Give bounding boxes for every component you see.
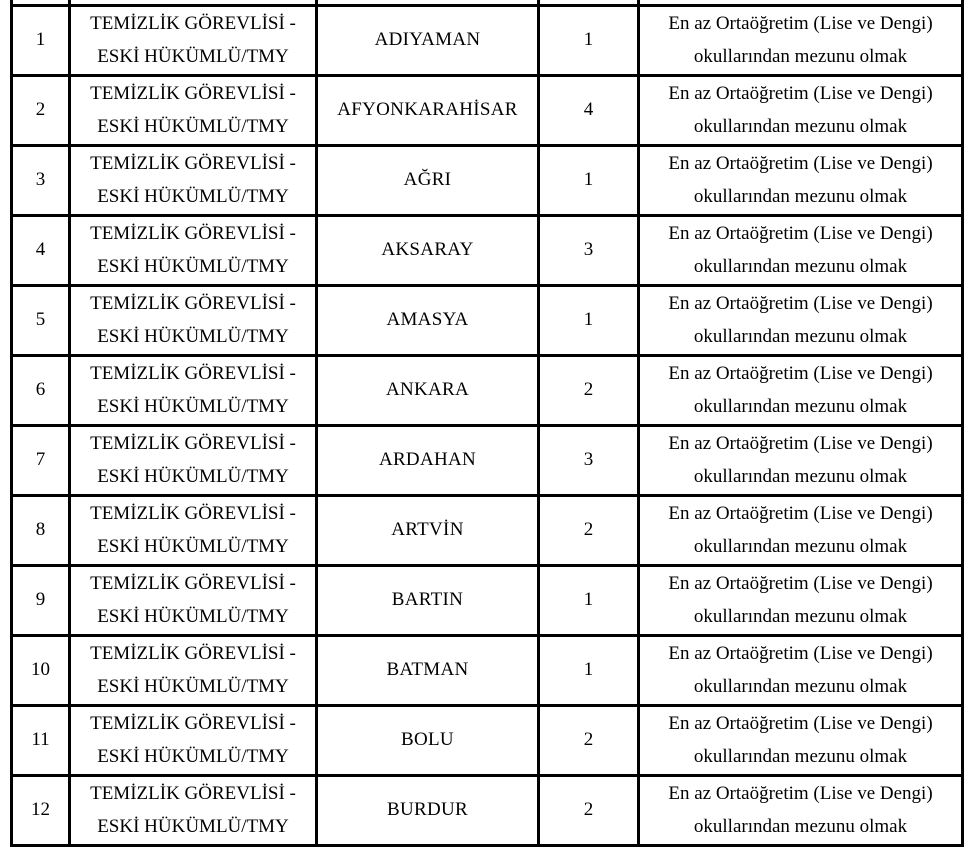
count-cell: 1 bbox=[539, 635, 639, 705]
count-cell: 2 bbox=[539, 775, 639, 845]
city-cell: ARTVİN bbox=[317, 495, 539, 565]
row-number-cell: 7 bbox=[12, 425, 70, 495]
position-line-1: TEMİZLİK GÖREVLİSİ - bbox=[90, 153, 296, 174]
requirement-cell bbox=[639, 145, 963, 215]
document-table-body bbox=[12, 0, 963, 845]
count-cell: 1 bbox=[539, 285, 639, 355]
requirement-line-2: okullarından mezunu olmak bbox=[693, 186, 908, 207]
position-line-2: ESKİ HÜKÜMLÜ/TMY bbox=[97, 536, 289, 557]
city-cell: ARDAHAN bbox=[317, 425, 539, 495]
requirement-line-2: okullarından mezunu olmak bbox=[693, 816, 908, 837]
count-cell: 2 bbox=[539, 495, 639, 565]
table-row bbox=[12, 75, 963, 145]
position-cell bbox=[70, 75, 317, 145]
requirement-line-2: okullarından mezunu olmak bbox=[693, 256, 908, 277]
row-number-cell: 12 bbox=[12, 775, 70, 845]
city-cell: BATMAN bbox=[317, 635, 539, 705]
count-cell: 3 bbox=[539, 425, 639, 495]
requirement-line-1: En az Ortaöğretim (Lise ve Dengi) bbox=[668, 13, 933, 34]
position-line-1: TEMİZLİK GÖREVLİSİ - bbox=[90, 713, 296, 734]
table-row bbox=[12, 635, 963, 705]
position-line-1: TEMİZLİK GÖREVLİSİ - bbox=[90, 643, 296, 664]
requirement-line-2: okullarından mezunu olmak bbox=[693, 326, 908, 347]
count-cell: 4 bbox=[539, 75, 639, 145]
requirement-cell bbox=[639, 5, 963, 75]
row-number-cell: 4 bbox=[12, 215, 70, 285]
table-row bbox=[12, 5, 963, 75]
table-row bbox=[12, 355, 963, 425]
row-number-cell: 8 bbox=[12, 495, 70, 565]
position-line-2: ESKİ HÜKÜMLÜ/TMY bbox=[97, 326, 289, 347]
city-cell: AFYONKARAHİSAR bbox=[317, 75, 539, 145]
position-cell bbox=[70, 215, 317, 285]
city-cell: BURDUR bbox=[317, 775, 539, 845]
position-cell bbox=[70, 775, 317, 845]
requirement-line-1: En az Ortaöğretim (Lise ve Dengi) bbox=[668, 153, 933, 174]
row-number-cell: 2 bbox=[12, 75, 70, 145]
requirement-line-2: okullarından mezunu olmak bbox=[693, 46, 908, 67]
position-cell bbox=[70, 145, 317, 215]
table-row bbox=[12, 285, 963, 355]
row-number-cell: 10 bbox=[12, 635, 70, 705]
position-line-1: TEMİZLİK GÖREVLİSİ - bbox=[90, 13, 296, 34]
position-line-1: TEMİZLİK GÖREVLİSİ - bbox=[90, 293, 296, 314]
table-row bbox=[12, 495, 963, 565]
position-cell bbox=[70, 285, 317, 355]
city-cell: AMASYA bbox=[317, 285, 539, 355]
position-line-2: ESKİ HÜKÜMLÜ/TMY bbox=[97, 186, 289, 207]
position-cell bbox=[70, 5, 317, 75]
requirement-line-1: En az Ortaöğretim (Lise ve Dengi) bbox=[668, 433, 933, 454]
row-number-cell: 6 bbox=[12, 355, 70, 425]
city-cell: AKSARAY bbox=[317, 215, 539, 285]
row-number-cell: 5 bbox=[12, 285, 70, 355]
position-line-2: ESKİ HÜKÜMLÜ/TMY bbox=[97, 256, 289, 277]
requirement-line-1: En az Ortaöğretim (Lise ve Dengi) bbox=[668, 223, 933, 244]
count-cell: 1 bbox=[539, 145, 639, 215]
position-cell bbox=[70, 425, 317, 495]
position-line-2: ESKİ HÜKÜMLÜ/TMY bbox=[97, 746, 289, 767]
city-cell: BARTIN bbox=[317, 565, 539, 635]
requirement-cell bbox=[639, 565, 963, 635]
requirement-cell bbox=[639, 775, 963, 845]
requirement-line-2: okullarından mezunu olmak bbox=[693, 396, 908, 417]
position-cell bbox=[70, 705, 317, 775]
requirement-cell bbox=[639, 215, 963, 285]
position-line-1: TEMİZLİK GÖREVLİSİ - bbox=[90, 363, 296, 384]
position-line-2: ESKİ HÜKÜMLÜ/TMY bbox=[97, 396, 289, 417]
position-line-1: TEMİZLİK GÖREVLİSİ - bbox=[90, 503, 296, 524]
count-cell: 2 bbox=[539, 355, 639, 425]
requirement-line-1: En az Ortaöğretim (Lise ve Dengi) bbox=[668, 293, 933, 314]
requirement-cell bbox=[639, 635, 963, 705]
city-cell: AĞRI bbox=[317, 145, 539, 215]
requirement-line-1: En az Ortaöğretim (Lise ve Dengi) bbox=[668, 83, 933, 104]
requirement-line-2: okullarından mezunu olmak bbox=[693, 606, 908, 627]
table-row bbox=[12, 565, 963, 635]
requirement-line-2: okullarından mezunu olmak bbox=[693, 676, 908, 697]
count-cell: 1 bbox=[539, 5, 639, 75]
requirement-cell bbox=[639, 495, 963, 565]
position-line-2: ESKİ HÜKÜMLÜ/TMY bbox=[97, 676, 289, 697]
table-row bbox=[12, 425, 963, 495]
requirement-line-2: okullarından mezunu olmak bbox=[693, 536, 908, 557]
requirement-line-1: En az Ortaöğretim (Lise ve Dengi) bbox=[668, 643, 933, 664]
table-row bbox=[12, 705, 963, 775]
count-cell: 1 bbox=[539, 565, 639, 635]
requirement-line-1: En az Ortaöğretim (Lise ve Dengi) bbox=[668, 573, 933, 594]
requirement-line-2: okullarından mezunu olmak bbox=[693, 746, 908, 767]
row-number-cell: 11 bbox=[12, 705, 70, 775]
requirement-cell bbox=[639, 285, 963, 355]
row-number-cell: 9 bbox=[12, 565, 70, 635]
position-cell bbox=[70, 495, 317, 565]
requirement-cell bbox=[639, 425, 963, 495]
position-line-1: TEMİZLİK GÖREVLİSİ - bbox=[90, 573, 296, 594]
position-cell bbox=[70, 635, 317, 705]
requirement-line-1: En az Ortaöğretim (Lise ve Dengi) bbox=[668, 713, 933, 734]
table-row bbox=[12, 215, 963, 285]
document-table bbox=[10, 0, 964, 847]
position-line-2: ESKİ HÜKÜMLÜ/TMY bbox=[97, 816, 289, 837]
requirement-cell bbox=[639, 75, 963, 145]
row-number-cell: 3 bbox=[12, 145, 70, 215]
requirement-line-1: En az Ortaöğretim (Lise ve Dengi) bbox=[668, 503, 933, 524]
position-line-2: ESKİ HÜKÜMLÜ/TMY bbox=[97, 46, 289, 67]
requirement-line-1: En az Ortaöğretim (Lise ve Dengi) bbox=[668, 783, 933, 804]
row-number-cell: 1 bbox=[12, 5, 70, 75]
count-cell: 2 bbox=[539, 705, 639, 775]
table-row bbox=[12, 775, 963, 845]
position-line-1: TEMİZLİK GÖREVLİSİ - bbox=[90, 783, 296, 804]
position-cell bbox=[70, 565, 317, 635]
requirement-cell bbox=[639, 355, 963, 425]
position-line-2: ESKİ HÜKÜMLÜ/TMY bbox=[97, 466, 289, 487]
position-line-1: TEMİZLİK GÖREVLİSİ - bbox=[90, 223, 296, 244]
requirement-line-2: okullarından mezunu olmak bbox=[693, 466, 908, 487]
city-cell: BOLU bbox=[317, 705, 539, 775]
city-cell: ANKARA bbox=[317, 355, 539, 425]
city-cell: ADIYAMAN bbox=[317, 5, 539, 75]
position-line-2: ESKİ HÜKÜMLÜ/TMY bbox=[97, 606, 289, 627]
requirement-cell bbox=[639, 705, 963, 775]
count-cell: 3 bbox=[539, 215, 639, 285]
requirement-line-2: okullarından mezunu olmak bbox=[693, 116, 908, 137]
position-line-2: ESKİ HÜKÜMLÜ/TMY bbox=[97, 116, 289, 137]
position-line-1: TEMİZLİK GÖREVLİSİ - bbox=[90, 433, 296, 454]
position-cell bbox=[70, 355, 317, 425]
position-line-1: TEMİZLİK GÖREVLİSİ - bbox=[90, 83, 296, 104]
table-row bbox=[12, 145, 963, 215]
requirement-line-1: En az Ortaöğretim (Lise ve Dengi) bbox=[668, 363, 933, 384]
